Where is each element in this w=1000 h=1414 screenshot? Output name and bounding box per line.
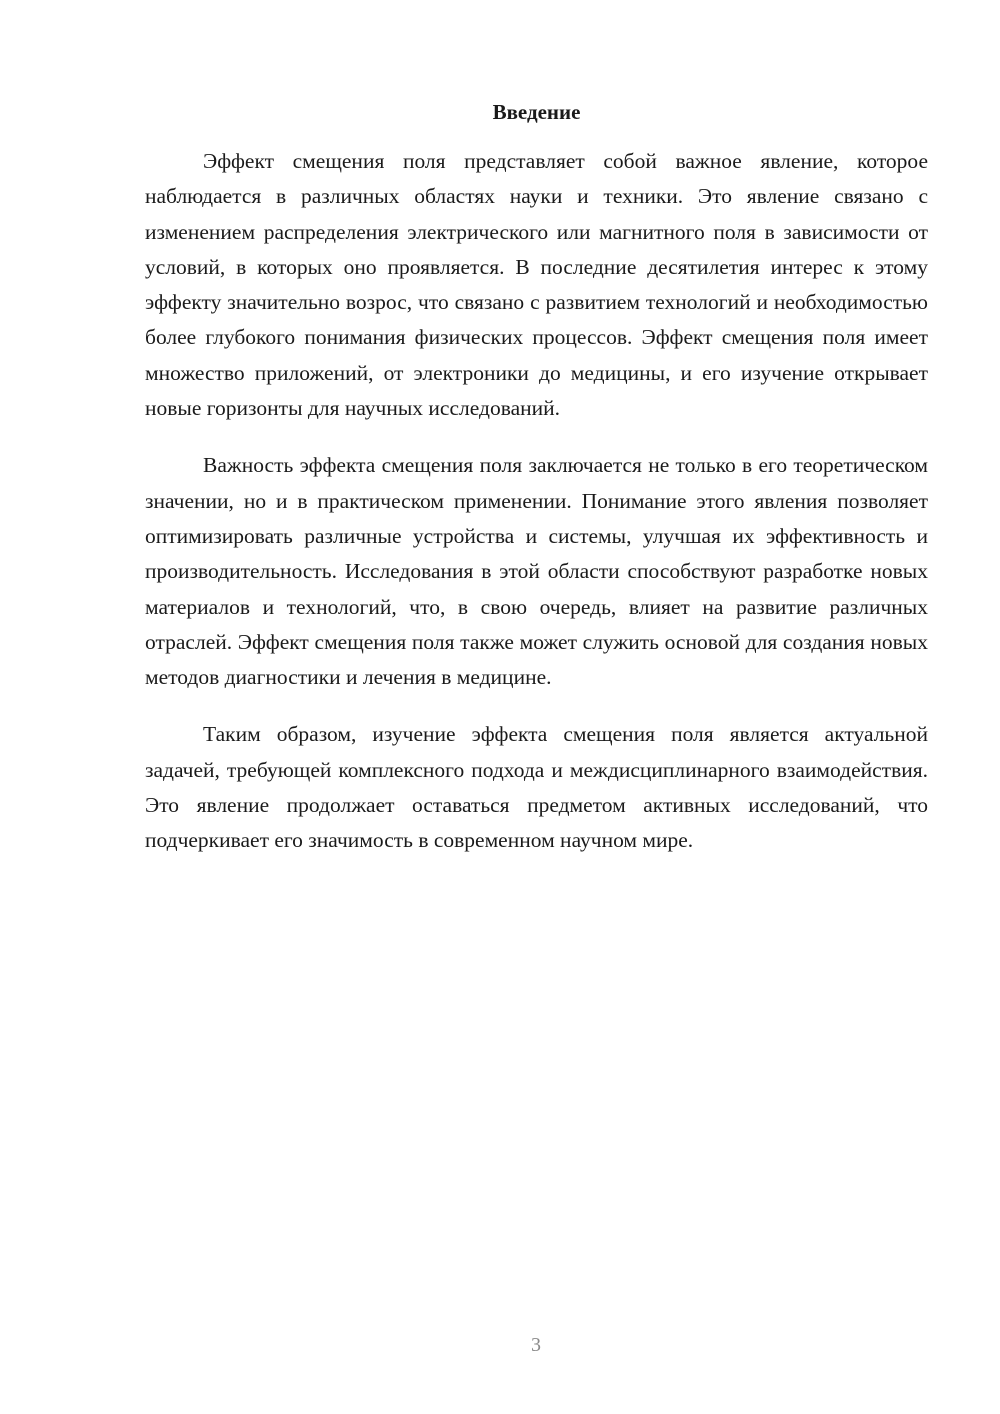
paragraph-1: Эффект смещения поля представляет собой важное явление, которое наблюдается в различных областях науки и техники. Это явление связано с изменением распределения электрического или магнитного поля в зависимости от условий, в которых оно проявляется. В последние десятилетия интерес к этому эффекту значительно возрос, что связано с развитием технологий и необходимостью более глубокого понимания физических процессов. Эффект смещения поля имеет множество приложений, от электроники до медицины, и его изучение открывает новые горизонты для научных исследований.	[145, 149, 928, 421]
paragraph-3: Таким образом, изучение эффекта смещения поля является актуальной задачей, требующей комплексного подхода и междисциплинарного взаимодействия. Это явление продолжает оставаться предметом активных исследований, что подчеркивает его значимость в современном научном мире.	[145, 722, 928, 853]
section-heading: Введение	[492, 100, 581, 124]
body-text	[145, 144, 928, 881]
paragraph-2: Важность эффекта смещения поля заключается не только в его теоретическом значении, но и в практическом применении. Понимание этого явления позволяет оптимизировать различные устройства и системы, улучшая их эффективность и производительность. Исследования в этой области способствуют разработке новых материалов и технологий, что, в свою очередь, влияет на развитие различных отраслей. Эффект смещения поля также может служить основой для создания новых методов диагностики и лечения в медицине.	[145, 453, 928, 690]
page-number: 3	[531, 1334, 541, 1356]
